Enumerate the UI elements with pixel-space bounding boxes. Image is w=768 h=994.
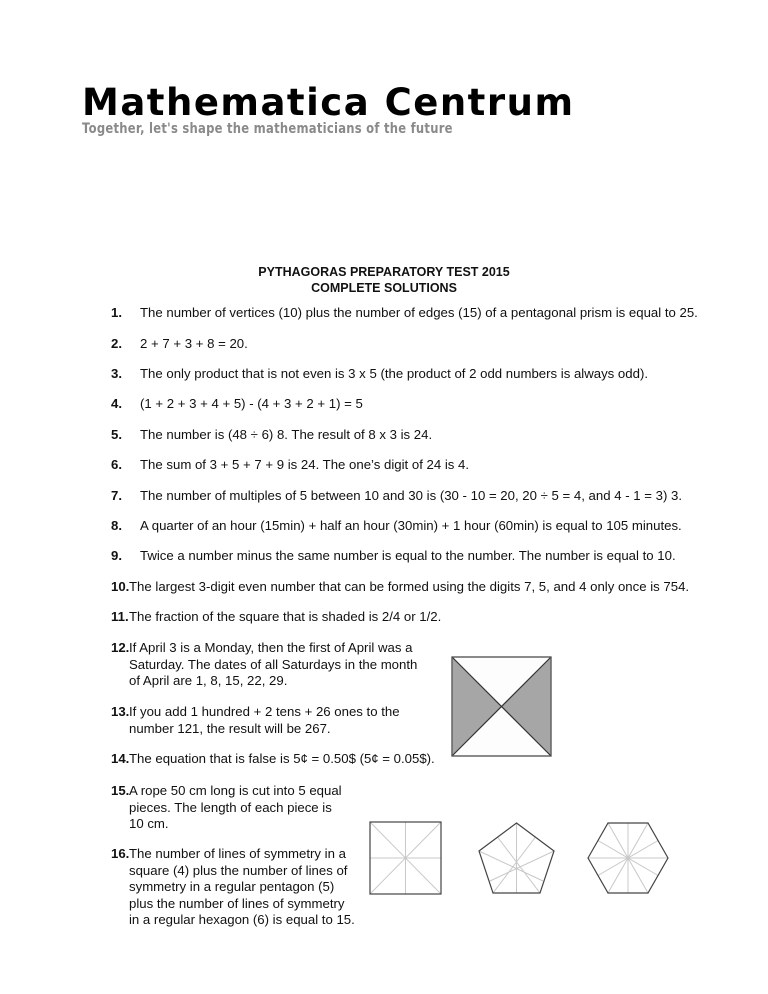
item-number: 16. (111, 846, 130, 861)
item-number: 9. (111, 548, 122, 563)
item-text: If you add 1 hundred + 2 tens + 26 ones to the number 121, the result will be 267. (129, 704, 400, 736)
item-number: 3. (111, 366, 122, 381)
item-text: If April 3 is a Monday, then the first of April was a Saturday. The dates of all Saturdays in the month of April are 1, 8, 15, 22, 29. (129, 640, 418, 688)
item-text: The fraction of the square that is shaded is 2/4 or 1/2. (129, 609, 442, 624)
item-number: 8. (111, 518, 122, 533)
item-number: 5. (111, 427, 122, 442)
item-number: 12. (111, 640, 130, 655)
item-number: 15. (111, 783, 130, 798)
brand-tagline: Together, let's shape the mathematicians of the future (82, 121, 453, 137)
item-number: 2. (111, 336, 122, 351)
item-text: The equation that is false is 5¢ = 0.50$ (5¢ = 0.05$). (129, 751, 435, 766)
item-number: 13. (111, 704, 130, 719)
item-text: The number of vertices (10) plus the number of edges (15) of a pentagonal prism is equal to 25. (140, 305, 698, 320)
item-number: 14. (111, 751, 130, 766)
item-text: Twice a number minus the same number is equal to the number. The number is equal to 10. (140, 548, 676, 563)
item-number: 1. (111, 305, 122, 320)
item-text: The number of lines of symmetry in a square (4) plus the number of lines of symmetry in a regular pentagon (5) plus the number of lines of symmetry in a regular hexagon (6) is equal to 15. (129, 846, 355, 927)
hexagon-symmetry-figure (588, 823, 668, 893)
document-title: PYTHAGORAS PREPARATORY TEST 2015 (258, 265, 510, 279)
shaded-square-figure (452, 657, 551, 756)
item-number: 7. (111, 488, 122, 503)
pentagon-symmetry-figure (479, 823, 554, 893)
item-text: The largest 3-digit even number that can be formed using the digits 7, 5, and 4 only once is 754. (129, 579, 690, 594)
item-text: A rope 50 cm long is cut into 5 equal pieces. The length of each piece is 10 cm. (129, 783, 342, 831)
brand-logo-title: Mathematica Centrum (82, 81, 575, 124)
item-text: The sum of 3 + 5 + 7 + 9 is 24. The one’s digit of 24 is 4. (140, 457, 470, 472)
document-subtitle: COMPLETE SOLUTIONS (311, 281, 457, 295)
item-text: The number is (48 ÷ 6) 8. The result of 8 x 3 is 24. (140, 427, 433, 442)
item-number: 11. (111, 609, 129, 624)
item-text: 2 + 7 + 3 + 8 = 20. (140, 336, 248, 351)
square-symmetry-figure (370, 822, 441, 894)
item-number: 4. (111, 396, 122, 411)
item-number: 10. (111, 579, 130, 594)
item-text: (1 + 2 + 3 + 4 + 5) - (4 + 3 + 2 + 1) = 5 (140, 396, 363, 411)
item-text: The only product that is not even is 3 x 5 (the product of 2 odd numbers is always odd). (140, 366, 648, 381)
item-text: The number of multiples of 5 between 10 and 30 is (30 - 10 = 20, 20 ÷ 5 = 4, and 4 - 1 = 3) 3. (140, 488, 683, 503)
item-number: 6. (111, 457, 122, 472)
item-text: A quarter of an hour (15min) + half an hour (30min) + 1 hour (60min) is equal to 105 minutes. (140, 518, 682, 533)
